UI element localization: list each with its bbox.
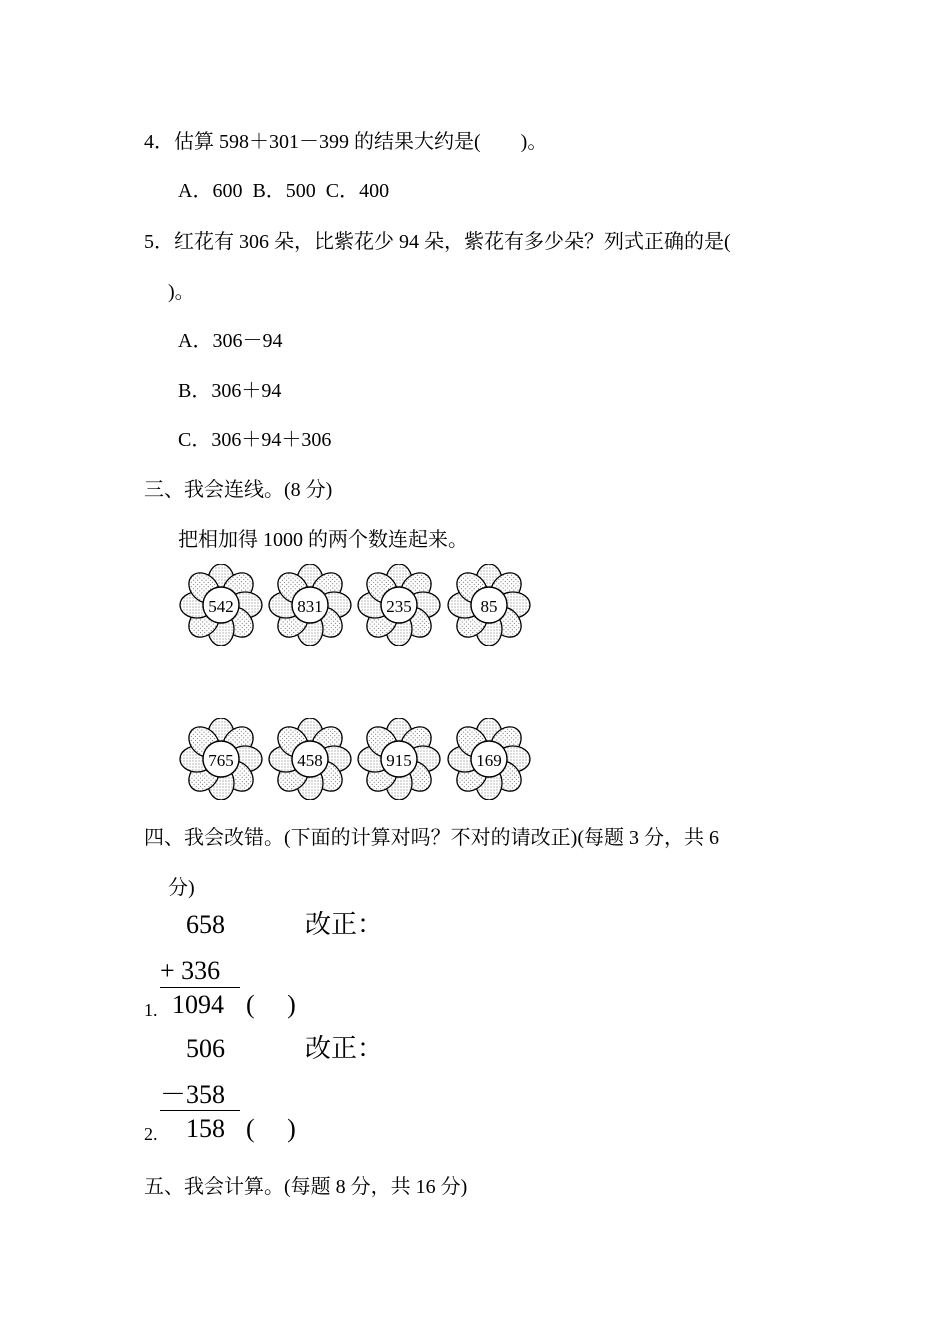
problem-1-correction-label: 改正： bbox=[305, 910, 384, 939]
flower-831[interactable] bbox=[268, 564, 352, 646]
flower-number: 915 bbox=[386, 751, 412, 770]
flower-number: 831 bbox=[297, 597, 323, 616]
flower-85[interactable] bbox=[447, 564, 531, 646]
flower-number: 765 bbox=[208, 751, 234, 770]
section-3-title: 三、我会连线。(8 分) bbox=[144, 479, 333, 501]
section-4-title: 四、我会改错。(下面的计算对吗？不对的请改正)(每题 3 分，共 6 bbox=[144, 827, 719, 849]
flower-169[interactable] bbox=[447, 718, 531, 800]
problem-2-result: 158 bbox=[186, 1114, 225, 1143]
question-4-text: 4．估算 598＋301－399 的结果大约是( )。 bbox=[144, 131, 548, 153]
flower-number: 169 bbox=[476, 751, 502, 770]
question-5-text: 5．红花有 306 朵，比紫花少 94 朵，紫花有多少朵？列式正确的是( bbox=[144, 231, 731, 253]
question-5-option-b: B．306＋94 bbox=[178, 380, 282, 402]
flower-number: 85 bbox=[480, 597, 498, 616]
question-4-options: A．600 B．500 C．400 bbox=[178, 180, 390, 202]
flower-number: 458 bbox=[297, 751, 323, 770]
problem-1-sum-line bbox=[160, 987, 240, 988]
problem-1-number: 1. bbox=[144, 1000, 158, 1020]
flower-235[interactable] bbox=[357, 564, 441, 646]
problem-2-number: 2. bbox=[144, 1124, 158, 1144]
problem-2-correction-label: 改正： bbox=[305, 1034, 384, 1063]
problem-1-result: 1094 bbox=[172, 990, 224, 1019]
section-3-instruction: 把相加得 1000 的两个数连起来。 bbox=[178, 529, 468, 551]
problem-2-answer-bracket[interactable]: ( ) bbox=[246, 1114, 296, 1143]
section-5-title: 五、我会计算。(每题 8 分，共 16 分) bbox=[144, 1176, 468, 1198]
problem-1-operand: + 336 bbox=[160, 956, 221, 985]
flower-765[interactable] bbox=[179, 718, 263, 800]
flower-number: 235 bbox=[386, 597, 412, 616]
problem-2-top-number: 506 bbox=[186, 1034, 225, 1063]
flower-542[interactable] bbox=[179, 564, 263, 646]
problem-1-top-number: 658 bbox=[186, 910, 225, 939]
question-5-option-a: A．306－94 bbox=[178, 330, 283, 352]
flower-458[interactable] bbox=[268, 718, 352, 800]
flower-number: 542 bbox=[208, 597, 234, 616]
problem-2-operand: －358 bbox=[160, 1080, 226, 1109]
section-4-title-continued: 分) bbox=[168, 877, 195, 899]
question-5-text-continued: )。 bbox=[168, 281, 195, 303]
flower-915[interactable] bbox=[357, 718, 441, 800]
problem-2-difference-line bbox=[160, 1110, 240, 1111]
question-5-option-c: C．306＋94＋306 bbox=[178, 429, 332, 451]
problem-1-answer-bracket[interactable]: ( ) bbox=[246, 990, 296, 1019]
